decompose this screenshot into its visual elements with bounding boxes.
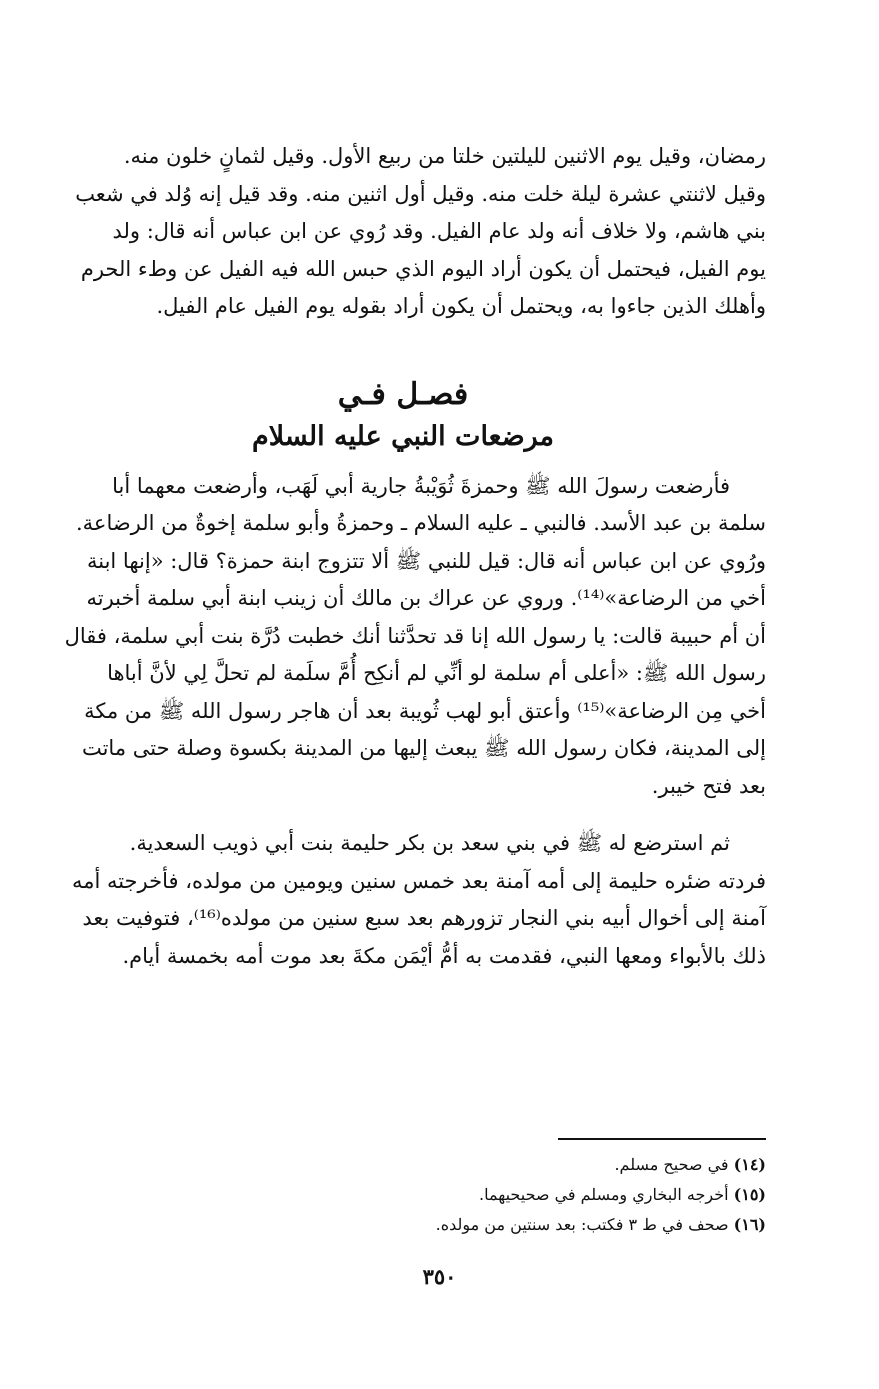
page-body xyxy=(40,130,766,975)
text-line: بعد فتح خيبر. xyxy=(651,773,766,798)
footnote-separator xyxy=(558,1138,766,1140)
footnote-14 xyxy=(40,1150,766,1180)
text-line: آمنة إلى أخوال أبيه بني النجار تزورهم بعد سبع سنين من مولده⁽¹⁶⁾، فتوفيت بعد xyxy=(82,906,766,930)
text-line: فردته ضئره حليمة إلى أمه آمنة بعد خمس سنين ويومين من مولده، فأخرجته أمه xyxy=(71,868,766,893)
paragraph-halima xyxy=(40,825,766,975)
text-line: فأرضعت رسولَ الله ﷺ وحمزةَ ثُوَيْبةُ جارية أبي لَهَب، وأرضعت معهما أبا xyxy=(112,473,730,498)
footnote-number: (١٤) xyxy=(733,1155,766,1174)
footnotes xyxy=(40,1150,766,1240)
text-line: رسول الله ﷺ: «أعلى أم سلمة لو أنِّي لم أنكِح أُمَّ سلَمة لم تحلَّ لِي لأنَّ أباها xyxy=(107,661,766,685)
section-heading xyxy=(40,374,766,458)
footnote-number: (١٥) xyxy=(733,1185,766,1204)
paragraph-birth xyxy=(40,138,766,326)
footnote-16 xyxy=(40,1210,766,1240)
text-line: أخي من الرضاعة»⁽¹⁴⁾. وروي عن عراك بن مالك أن زينب ابنة أبي سلمة أخبرته xyxy=(86,586,766,610)
text-line: يوم الفيل، فيحتمل أن يكون أراد اليوم الذي حبس الله فيه الفيل عن وطء الحرم xyxy=(80,256,766,281)
footnote-text: صحف في ط ٣ فكتب: بعد سنتين من مولده. xyxy=(435,1215,729,1234)
text-line: وأهلك الذين جاءوا به، ويحتمل أن يكون أراد بقوله يوم الفيل عام الفيل. xyxy=(156,294,766,318)
footnote-number: (١٦) xyxy=(733,1215,766,1234)
footnote-15 xyxy=(40,1180,766,1210)
text-line: رمضان، وقيل يوم الاثنين لليلتين خلتا من ربيع الأول. وقيل لثمانٍ خلون منه. xyxy=(123,144,766,168)
text-line: سلمة بن عبد الأسد. فالنبي ـ عليه السلام ـ وحمزةُ وأبو سلمة إخوةٌ من الرضاعة. xyxy=(75,511,766,535)
section-heading-line1: فصـل فـي xyxy=(337,376,469,412)
text-line: أخي مِن الرضاعة»⁽¹⁵⁾ وأعتق أبو لهب ثُويبة بعد أن هاجر رسول الله ﷺ من مكة xyxy=(84,698,766,723)
section-heading-line2: مرضعات النبي عليه السلام xyxy=(252,420,554,452)
footnote-text: أخرجه البخاري ومسلم في صحيحيهما. xyxy=(479,1185,729,1204)
text-line: بني هاشم، ولا خلاف أنه ولد عام الفيل. وقد رُوي عن ابن عباس أنه قال: ولد xyxy=(112,219,766,243)
footnote-text: في صحيح مسلم. xyxy=(614,1155,729,1174)
text-line: ورُوي عن ابن عباس أنه قال: قيل للنبي ﷺ ألا تتزوج ابنة حمزة؟ قال: «إنها ابنة xyxy=(86,548,766,573)
paragraph-wet-nurses xyxy=(40,468,766,806)
text-line: وقيل لاثنتي عشرة ليلة خلت منه. وقيل أول اثنين منه. وقد قيل إنه وُلد في شعب xyxy=(75,181,766,206)
text-line: أن أم حبيبة قالت: يا رسول الله إنا قد تحدَّثنا أنك خطبت دُرَّة بنت أبي سلمة، فقال xyxy=(64,623,766,648)
text-line: ثم استرضع له ﷺ في بني سعد بن بكر حليمة بنت أبي ذويب السعدية. xyxy=(129,831,730,855)
text-line: إلى المدينة، فكان رسول الله ﷺ يبعث إليها من المدينة بكسوة وصلة حتى ماتت xyxy=(81,736,766,760)
text-line: ذلك بالأبواء ومعها النبي، فقدمت به أمُّ أيْمَن مكةَ بعد موت أمه بخمسة أيام. xyxy=(122,943,766,968)
page-number: ٣٥٠ xyxy=(422,1264,457,1289)
